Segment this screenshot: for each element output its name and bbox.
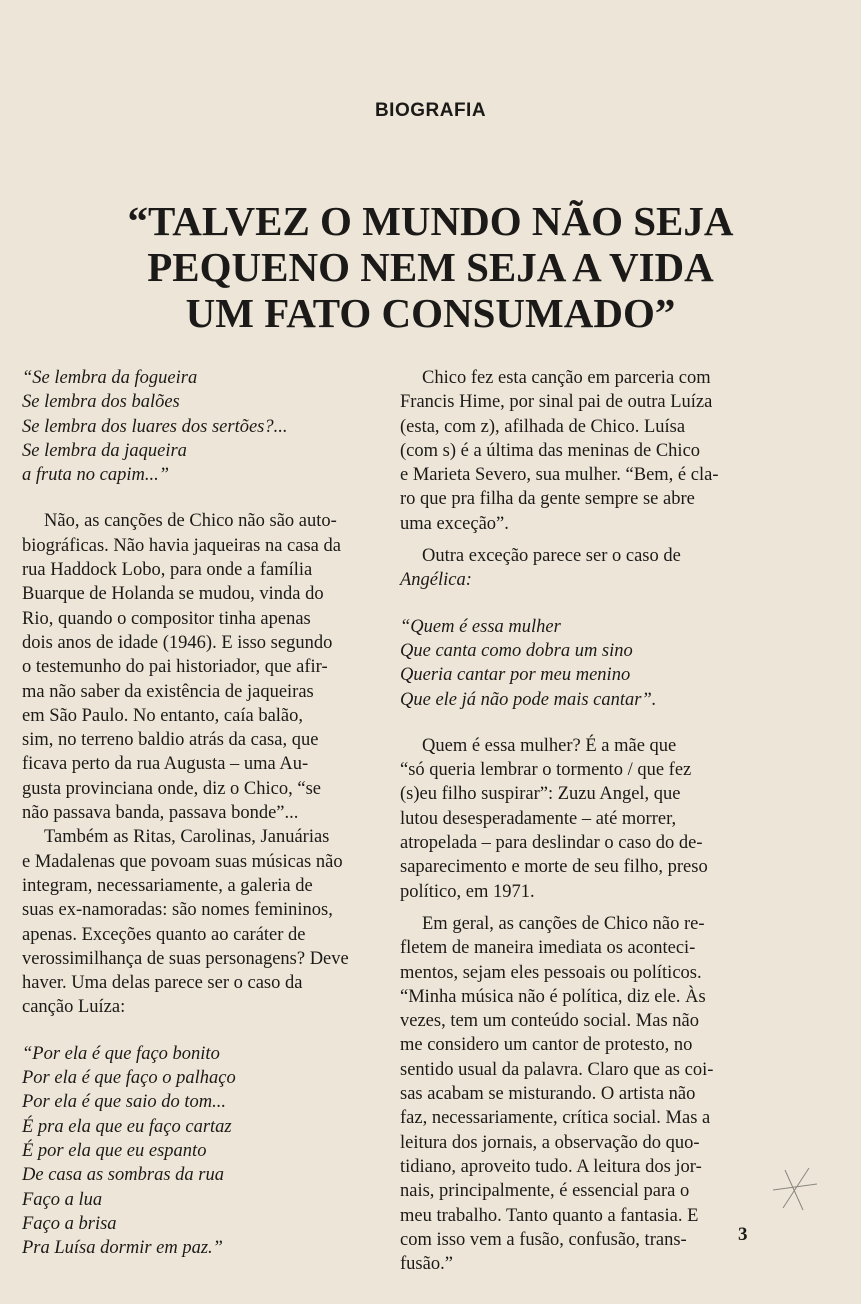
verse-line: É por ela que eu espanto (22, 1140, 207, 1161)
text-line: mentos, sejam eles pessoais ou políticos. (400, 962, 702, 983)
page-number: 3 (738, 1224, 748, 1245)
verse-line: De casa as sombras da rua (22, 1165, 224, 1186)
text-line: suas ex-namoradas: são nomes femininos, (22, 900, 333, 921)
text-line: me considero um cantor de protesto, no (400, 1035, 693, 1056)
text-line: Não, as canções de Chico não são auto- (44, 511, 337, 532)
text-line: e Madalenas que povoam suas músicas não (22, 851, 343, 872)
verse-angelica (400, 615, 758, 712)
verse-line: Se lembra dos luares dos sertões?... (22, 416, 288, 437)
text-line: com isso vem a fusão, confusão, trans- (400, 1229, 687, 1250)
text-line: fusão.” (400, 1254, 453, 1275)
paragraph-parceria (400, 366, 758, 536)
text-line: canção Luíza: (22, 997, 126, 1018)
right-column (400, 366, 758, 1276)
text-line: leitura dos jornais, a observação do quo- (400, 1132, 700, 1153)
verse-line: Por ela é que faço o palhaço (22, 1068, 236, 1089)
verse-line: “Quem é essa mulher (400, 616, 561, 637)
text-line: Angélica: (400, 570, 472, 591)
verse-line: “Se lembra da fogueira (22, 368, 198, 388)
text-line: apenas. Exceções quanto ao caráter de (22, 924, 306, 945)
text-line: verossimilhança de suas personagens? Deve (22, 948, 349, 969)
verse-luiza (22, 1042, 400, 1261)
section-label: BIOGRAFIA (374, 100, 487, 121)
text-line: vezes, tem um conteúdo social. Mas não (400, 1011, 699, 1032)
text-line: sas acabam se misturando. O artista não (400, 1084, 696, 1105)
text-line: Chico fez esta canção em parceria com (422, 368, 711, 388)
title-line: PEQUENO NEM SEJA A VIDA (147, 244, 714, 290)
text-line: em São Paulo. No entanto, caía balão, (22, 705, 304, 726)
verse-fogueira (22, 366, 400, 487)
verse-line: É pra ela que eu faço cartaz (22, 1116, 232, 1137)
text-line: Buarque de Holanda se mudou, vinda do (22, 584, 324, 605)
text-line: ma não saber da existência de jaqueiras (22, 681, 314, 702)
verse-line: Faço a brisa (22, 1213, 117, 1234)
paragraph-personagens (22, 825, 400, 1019)
verse-line: Queria cantar por meu menino (400, 665, 631, 686)
verse-line: Se lembra dos balões (22, 392, 180, 413)
text-line: fletem de maneira imediata os aconteci- (400, 938, 696, 959)
text-line: meu trabalho. Tanto quanto a fantasia. E (400, 1205, 699, 1226)
text-line: Em geral, as canções de Chico não re- (422, 913, 705, 934)
text-line: rua Haddock Lobo, para onde a família (22, 560, 313, 581)
text-line: Também as Ritas, Carolinas, Januárias (44, 827, 330, 848)
text-line: não passava banda, passava bonde”... (22, 803, 299, 824)
text-line: biográficas. Não havia jaqueiras na casa da (22, 535, 341, 556)
text-line: ro que pra filha da gente sempre se abre (400, 489, 695, 510)
text-line: Francis Hime, por sinal pai de outra Luíza (400, 392, 713, 413)
text-line: o testemunho do pai historiador, que afir- (22, 657, 328, 678)
text-line: tidiano, aproveito tudo. A leitura dos jor- (400, 1156, 702, 1177)
text-line: atropelada – para deslindar o caso do de- (400, 833, 703, 854)
title-line: UM FATO CONSUMADO” (185, 290, 676, 336)
text-line: uma exceção”. (400, 513, 509, 534)
verse-line: Que ele já não pode mais cantar”. (400, 689, 657, 710)
verse-line: Faço a lua (22, 1189, 103, 1210)
text-line: faz, necessariamente, crítica social. Mas a (400, 1108, 711, 1129)
text-line: Outra exceção parece ser o caso de (422, 546, 681, 567)
text-line: “Minha música não é política, diz ele. Às (400, 986, 706, 1007)
text-line: e Marieta Severo, sua mulher. “Bem, é cla- (400, 465, 719, 486)
text-line: Quem é essa mulher? É a mãe que (422, 735, 677, 756)
text-line: (s)eu filho suspirar”: Zuzu Angel, que (400, 784, 681, 805)
paragraph-autobiografia (22, 509, 400, 825)
text-line: dois anos de idade (1946). E isso segundo (22, 632, 333, 653)
verse-line: Se lembra da jaqueira (22, 440, 187, 461)
text-line: (esta, com z), afilhada de Chico. Luísa (400, 416, 686, 437)
text-line: haver. Uma delas parece ser o caso da (22, 973, 303, 994)
text-line: Rio, quando o compositor tinha apenas (22, 608, 311, 629)
text-line: nais, principalmente, é essencial para o (400, 1181, 690, 1202)
verse-line: Que canta como dobra um sino (400, 640, 633, 661)
text-line: “só queria lembrar o tormento / que fez (400, 760, 692, 781)
verse-line: Pra Luísa dormir em paz.” (22, 1238, 223, 1259)
left-column (22, 366, 400, 1260)
text-line: integram, necessariamente, a galeria de (22, 875, 313, 896)
text-line: sim, no terreno baldio atrás da casa, que (22, 730, 319, 751)
text-line: gusta provinciana onde, diz o Chico, “se (22, 778, 321, 799)
text-line: sentido usual da palavra. Claro que as coi- (400, 1059, 714, 1080)
paragraph-angelica (400, 544, 758, 593)
verse-line: Por ela é que saio do tom... (22, 1092, 226, 1113)
verse-line: a fruta no capim...” (22, 465, 169, 486)
paragraph-politica (400, 912, 758, 1276)
paragraph-zuzu-angel (400, 734, 758, 904)
text-line: lutou desesperadamente – até morrer, (400, 808, 677, 829)
pencil-mark-icon (765, 1160, 825, 1220)
article-title (40, 198, 821, 336)
text-line: saparecimento e morte de seu filho, preso (400, 857, 708, 878)
verse-line: “Por ela é que faço bonito (22, 1043, 220, 1064)
text-line: político, em 1971. (400, 881, 535, 902)
text-line: (com s) é a última das meninas de Chico (400, 440, 701, 461)
text-line: ficava perto da rua Augusta – uma Au- (22, 754, 309, 775)
title-line: “TALVEZ O MUNDO NÃO SEJA (127, 198, 734, 244)
